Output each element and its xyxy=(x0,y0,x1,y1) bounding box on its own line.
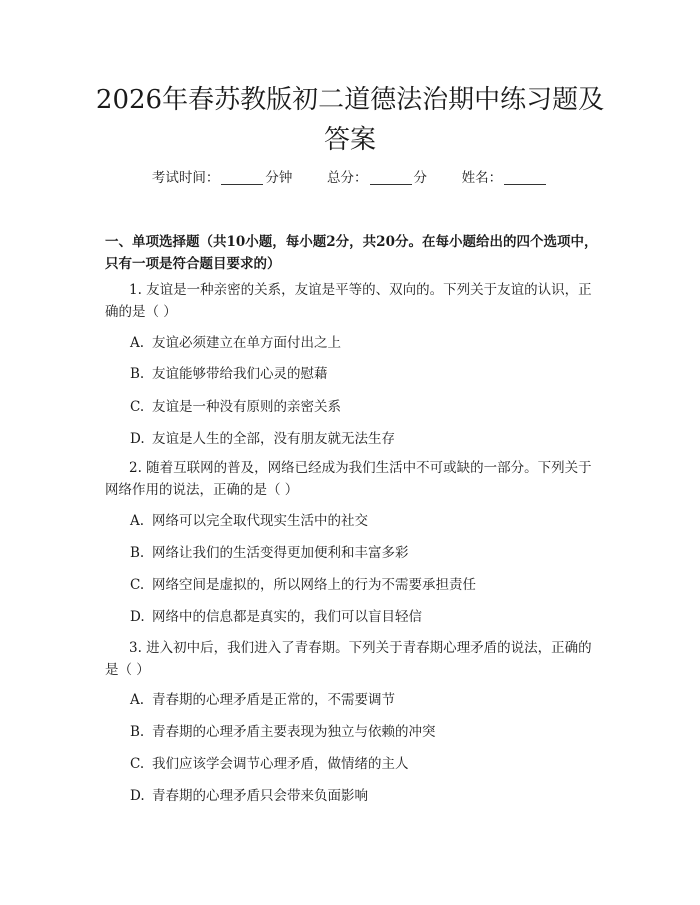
exam-title xyxy=(60,80,640,160)
question-2-option-d: D. 网络中的信息都是真实的，我们可以盲目轻信 xyxy=(130,609,422,625)
time-unit: 分钟 xyxy=(265,170,293,186)
name-blank xyxy=(504,170,546,185)
question-3-option-b: B. 青春期的心理矛盾主要表现为独立与依赖的冲突 xyxy=(130,724,436,740)
question-1-option-a: A. 友谊必须建立在单方面付出之上 xyxy=(130,335,341,351)
question-3-option-c: C. 我们应该学会调节心理矛盾，做情绪的主人 xyxy=(130,756,409,772)
question-3-stem xyxy=(105,637,595,681)
question-2-option-b: B. 网络让我们的生活变得更加便利和丰富多彩 xyxy=(130,545,409,561)
score-blank xyxy=(370,170,412,185)
question-2-option-a: A. 网络可以完全取代现实生活中的社交 xyxy=(130,513,368,529)
question-stem: 3. 进入初中后，我们进入了青春期。下列关于青春期心理矛盾的说法，正确的是（ ） xyxy=(105,640,592,678)
name-label: 姓名： xyxy=(461,170,503,186)
question-stem: 1. 友谊是一种亲密的关系，友谊是平等的、双向的。下列关于友谊的认识，正确的是（ ） xyxy=(105,282,592,320)
question-1-option-d: D. 友谊是人生的全部，没有朋友就无法生存 xyxy=(130,431,395,447)
exam-title-line1: 2026年春苏教版初二道德法治期中练习题及 xyxy=(95,85,605,115)
question-2-stem xyxy=(105,457,595,501)
score-label: 总分： xyxy=(327,170,368,186)
exam-title-line2: 答案 xyxy=(323,125,376,155)
score-unit: 分 xyxy=(413,170,427,186)
time-label: 考试时间： xyxy=(151,170,220,186)
question-3-option-a: A. 青春期的心理矛盾是正常的，不需要调节 xyxy=(130,692,395,708)
question-1-option-b: B. 友谊能够带给我们心灵的慰藉 xyxy=(130,366,328,382)
question-3-option-d: D. 青春期的心理矛盾只会带来负面影响 xyxy=(130,788,368,804)
question-stem: 2. 随着互联网的普及，网络已经成为我们生活中不可或缺的一部分。下列关于网络作用的说法，正确的是（ ） xyxy=(105,460,592,498)
question-2-option-c: C. 网络空间是虚拟的，所以网络上的行为不需要承担责任 xyxy=(130,577,476,593)
exam-meta xyxy=(0,168,700,188)
question-1-stem xyxy=(105,279,595,323)
section-heading: 一、单项选择题（共10小题，每小题2分，共20分。在每小题给出的四个选项中，只有一项是符合题目要求的） xyxy=(105,234,598,272)
time-blank xyxy=(221,170,263,185)
question-1-option-c: C. 友谊是一种没有原则的亲密关系 xyxy=(130,399,341,415)
